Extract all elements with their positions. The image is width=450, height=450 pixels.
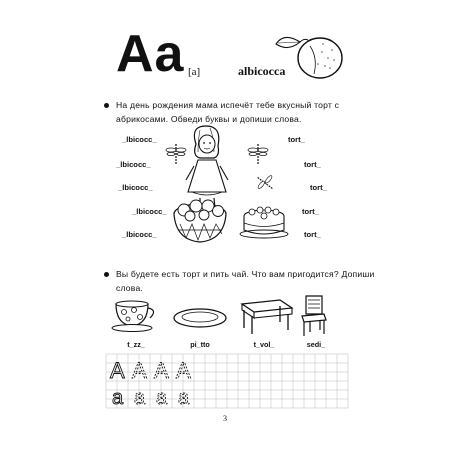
item-caption-chair[interactable]: sedi_ [306,340,326,349]
practice-upper-letter: A [176,358,191,383]
practice-lower-letter: a [156,387,168,409]
dragonfly-icon [246,142,270,166]
word-blank-right-1[interactable]: tort_ [288,135,305,144]
practice-upper-letter: A [154,358,169,383]
task-2-text-line-2: слова. [116,283,144,293]
header-word: albicocca [238,64,286,78]
handwriting-practice-grid[interactable] [106,354,348,408]
task-1-text-line-1: На день рождения мама испечёт тебе вкусный торт с [116,100,340,110]
phonetic-transcription: [a] [188,66,201,78]
teacup-icon [110,298,162,334]
dragonfly-icon [164,142,188,166]
item-caption-teacup[interactable]: t_zz_ [127,340,145,349]
task-2-text-line-1: Вы будете есть торт и пить чай. Что вам пригодится? Допиши [116,269,375,279]
practice-lower-letter: a [112,387,124,409]
practice-lower-letter: a [134,387,146,409]
word-blank-right-3[interactable]: tort_ [310,183,327,192]
task-1-text-line-2: абрикосами. Обведи буквы и допиши слова. [116,114,302,124]
item-caption-table[interactable]: t_vol_ [253,340,275,349]
practice-lower-letter: a [178,387,190,409]
practice-upper-letter: A [132,358,147,383]
table-icon [236,296,296,336]
chair-icon [298,294,328,338]
plate-icon [172,306,228,330]
cake-icon [238,202,290,240]
word-blank-right-2[interactable]: tort_ [304,160,321,169]
dragonfly-icon [254,172,276,194]
word-blank-left-1[interactable]: _lbicocc_ [122,135,157,144]
item-caption-plate[interactable]: pi_tto [190,340,210,349]
word-blank-left-2[interactable]: _lbicocc_ [116,160,151,169]
page-number: 3 [223,414,227,423]
practice-upper-letter: A [110,358,125,383]
word-blank-right-4[interactable]: tort_ [302,207,319,216]
word-blank-right-5[interactable]: tort_ [304,230,321,239]
word-blank-left-5[interactable]: _lbicocc_ [122,230,157,239]
page-letter-heading: Aa [116,25,185,83]
bullet-task-2 [104,272,109,277]
word-blank-left-4[interactable]: _lbicocc_ [132,207,167,216]
word-blank-left-3[interactable]: _lbicocc_ [118,183,153,192]
bullet-task-1 [104,103,109,108]
apricot-icon [270,28,350,83]
